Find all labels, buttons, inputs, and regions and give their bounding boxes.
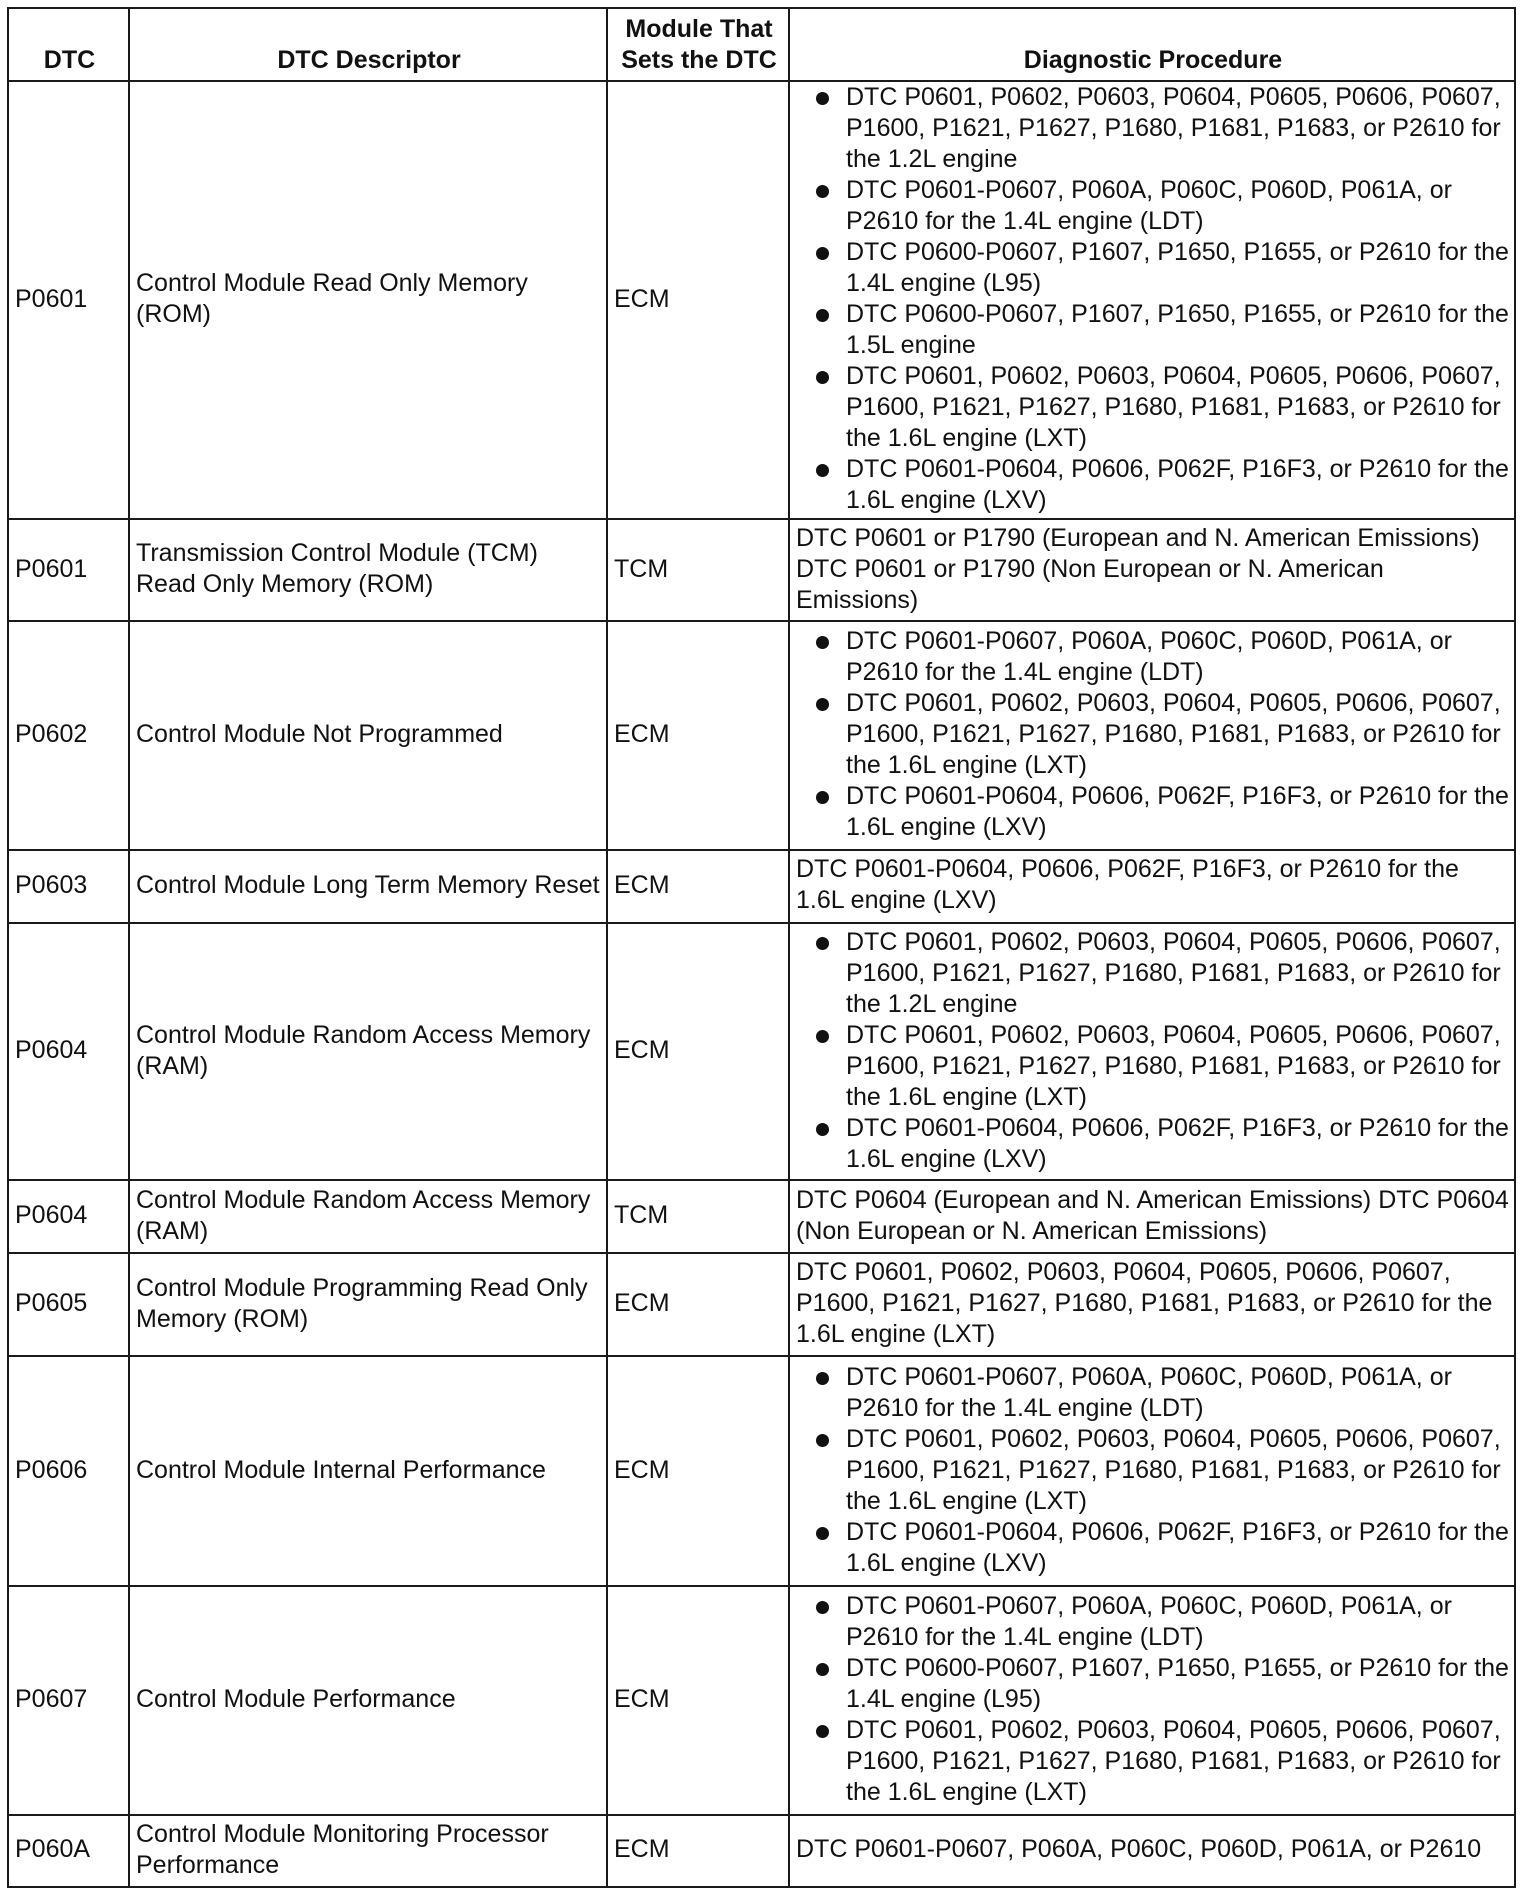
header-module-line1: Module That	[625, 15, 773, 43]
diagnostic-procedure	[789, 81, 1515, 519]
dtc-code: P0601	[8, 519, 129, 620]
procedure-list	[796, 626, 1510, 843]
procedure-item: DTC P0601, P0602, P0603, P0604, P0605, P0606, P0607, P1600, P1621, P1627, P1680, P1681, P1683, or P2610 for the 1.6L engine (LXT)	[846, 1020, 1510, 1113]
module: ECM	[607, 1253, 789, 1356]
procedure-item: DTC P0601-P0607, P060A, P060C, P060D, P061A, or P2610 for the 1.4L engine (LDT)	[846, 1362, 1510, 1424]
procedure-item: DTC P0601, P0602, P0603, P0604, P0605, P0606, P0607, P1600, P1621, P1627, P1680, P1681, P1683, or P2610 for the 1.6L engine (LXT)	[846, 1424, 1510, 1517]
table-row	[8, 1180, 1515, 1253]
dtc-descriptor: Control Module Random Access Memory (RAM)	[129, 1180, 607, 1253]
dtc-table	[7, 7, 1516, 1888]
dtc-descriptor: Control Module Not Programmed	[129, 621, 607, 850]
diagnostic-procedure	[789, 1356, 1515, 1585]
procedure-item: DTC P0601-P0607, P060A, P060C, P060D, P061A, or P2610 for the 1.4L engine (LDT)	[846, 626, 1510, 688]
procedure-item: DTC P0601, P0602, P0603, P0604, P0605, P0606, P0607, P1600, P1621, P1627, P1680, P1681, P1683, or P2610 for the 1.6L engine (LXT)	[846, 688, 1510, 781]
diagnostic-procedure	[789, 923, 1515, 1180]
procedure-list	[796, 1362, 1510, 1579]
dtc-descriptor: Control Module Internal Performance	[129, 1356, 607, 1585]
table-row	[8, 621, 1515, 850]
procedure-item: DTC P0601-P0607, P060A, P060C, P060D, P061A, or P2610 for the 1.4L engine (LDT)	[846, 1591, 1510, 1653]
table-row	[8, 519, 1515, 620]
procedure-line: DTC P0601 or P1790 (Non European or N. American Emissions)	[796, 554, 1384, 614]
dtc-code: P0601	[8, 81, 129, 519]
module: ECM	[607, 1815, 789, 1887]
procedure-item: DTC P0600-P0607, P1607, P1650, P1655, or P2610 for the 1.4L engine (L95)	[846, 1653, 1509, 1713]
dtc-code: P0605	[8, 1253, 129, 1356]
diagnostic-procedure	[789, 519, 1515, 620]
procedure-item: DTC P0601, P0602, P0603, P0604, P0605, P0606, P0607, P1600, P1621, P1627, P1680, P1681, P1683, or P2610 for the 1.6L engine (LXT)	[846, 361, 1510, 454]
procedure-item: DTC P0601, P0602, P0603, P0604, P0605, P0606, P0607, P1600, P1621, P1627, P1680, P1681, P1683, or P2610 for the 1.6L engine (LXT)	[846, 1715, 1510, 1808]
table-row	[8, 81, 1515, 519]
dtc-code: P0607	[8, 1586, 129, 1815]
table-row	[8, 850, 1515, 923]
procedure-item: DTC P0600-P0607, P1607, P1650, P1655, or P2610 for the 1.4L engine (L95)	[846, 238, 1509, 298]
procedure-item: DTC P0601, P0602, P0603, P0604, P0605, P0606, P0607, P1600, P1621, P1627, P1680, P1681, P1683, or P2610 for the 1.2L engine	[846, 82, 1510, 175]
header-module-line2: Sets the DTC	[621, 46, 777, 74]
diagnostic-procedure: DTC P0604 (European and N. American Emissions) DTC P0604 (Non European or N. American Emissions)	[789, 1180, 1515, 1253]
table-row	[8, 1586, 1515, 1815]
dtc-descriptor: Transmission Control Module (TCM) Read Only Memory (ROM)	[129, 519, 607, 620]
header-dtc: DTC	[8, 8, 129, 81]
procedure-list	[796, 82, 1510, 516]
header-module	[607, 8, 789, 81]
procedure-list	[796, 1591, 1510, 1808]
dtc-code: P0602	[8, 621, 129, 850]
procedure-item: DTC P0601-P0604, P0606, P062F, P16F3, or P2610 for the 1.6L engine (LXV)	[846, 1113, 1509, 1173]
diagnostic-procedure	[789, 1586, 1515, 1815]
procedure-item: DTC P0601-P0604, P0606, P062F, P16F3, or P2610 for the 1.6L engine (LXV)	[846, 781, 1509, 841]
dtc-code: P0606	[8, 1356, 129, 1585]
module: TCM	[607, 1180, 789, 1253]
module: ECM	[607, 1356, 789, 1585]
header-descriptor: DTC Descriptor	[129, 8, 607, 81]
procedure-item: DTC P0600-P0607, P1607, P1650, P1655, or P2610 for the 1.5L engine	[846, 300, 1509, 360]
diagnostic-procedure: DTC P0601-P0604, P0606, P062F, P16F3, or P2610 for the 1.6L engine (LXV)	[789, 850, 1515, 923]
table-row	[8, 923, 1515, 1180]
procedure-item: DTC P0601-P0604, P0606, P062F, P16F3, or P2610 for the 1.6L engine (LXV)	[846, 1517, 1509, 1577]
procedure-list	[796, 927, 1510, 1175]
procedure-line: DTC P0601 or P1790 (European and N. American Emissions)	[796, 523, 1480, 552]
dtc-code: P0603	[8, 850, 129, 923]
header-procedure: Diagnostic Procedure	[789, 8, 1515, 81]
dtc-descriptor: Control Module Monitoring Processor Performance	[129, 1815, 607, 1887]
table-row	[8, 1815, 1515, 1887]
dtc-code: P060A	[8, 1815, 129, 1887]
module: ECM	[607, 850, 789, 923]
module: ECM	[607, 621, 789, 850]
module: ECM	[607, 81, 789, 519]
module: ECM	[607, 923, 789, 1180]
diagnostic-procedure: DTC P0601-P0607, P060A, P060C, P060D, P061A, or P2610	[789, 1815, 1515, 1887]
dtc-descriptor: Control Module Performance	[129, 1586, 607, 1815]
procedure-item: DTC P0601, P0602, P0603, P0604, P0605, P0606, P0607, P1600, P1621, P1627, P1680, P1681, P1683, or P2610 for the 1.2L engine	[846, 927, 1510, 1020]
dtc-descriptor: Control Module Random Access Memory (RAM)	[129, 923, 607, 1180]
dtc-descriptor: Control Module Programming Read Only Memory (ROM)	[129, 1253, 607, 1356]
module: ECM	[607, 1586, 789, 1815]
dtc-code: P0604	[8, 1180, 129, 1253]
diagnostic-procedure	[789, 621, 1515, 850]
dtc-descriptor: Control Module Read Only Memory (ROM)	[129, 81, 607, 519]
dtc-code: P0604	[8, 923, 129, 1180]
procedure-item: DTC P0601-P0604, P0606, P062F, P16F3, or P2610 for the 1.6L engine (LXV)	[846, 455, 1509, 515]
table-row	[8, 1356, 1515, 1585]
diagnostic-procedure: DTC P0601, P0602, P0603, P0604, P0605, P0606, P0607, P1600, P1621, P1627, P1680, P1681, P1683, or P2610 for the 1.6L engine (LXT)	[789, 1253, 1515, 1356]
procedure-item: DTC P0601-P0607, P060A, P060C, P060D, P061A, or P2610 for the 1.4L engine (LDT)	[846, 175, 1510, 237]
table-row	[8, 1253, 1515, 1356]
module: TCM	[607, 519, 789, 620]
table-header-row	[8, 8, 1515, 81]
dtc-descriptor: Control Module Long Term Memory Reset	[129, 850, 607, 923]
